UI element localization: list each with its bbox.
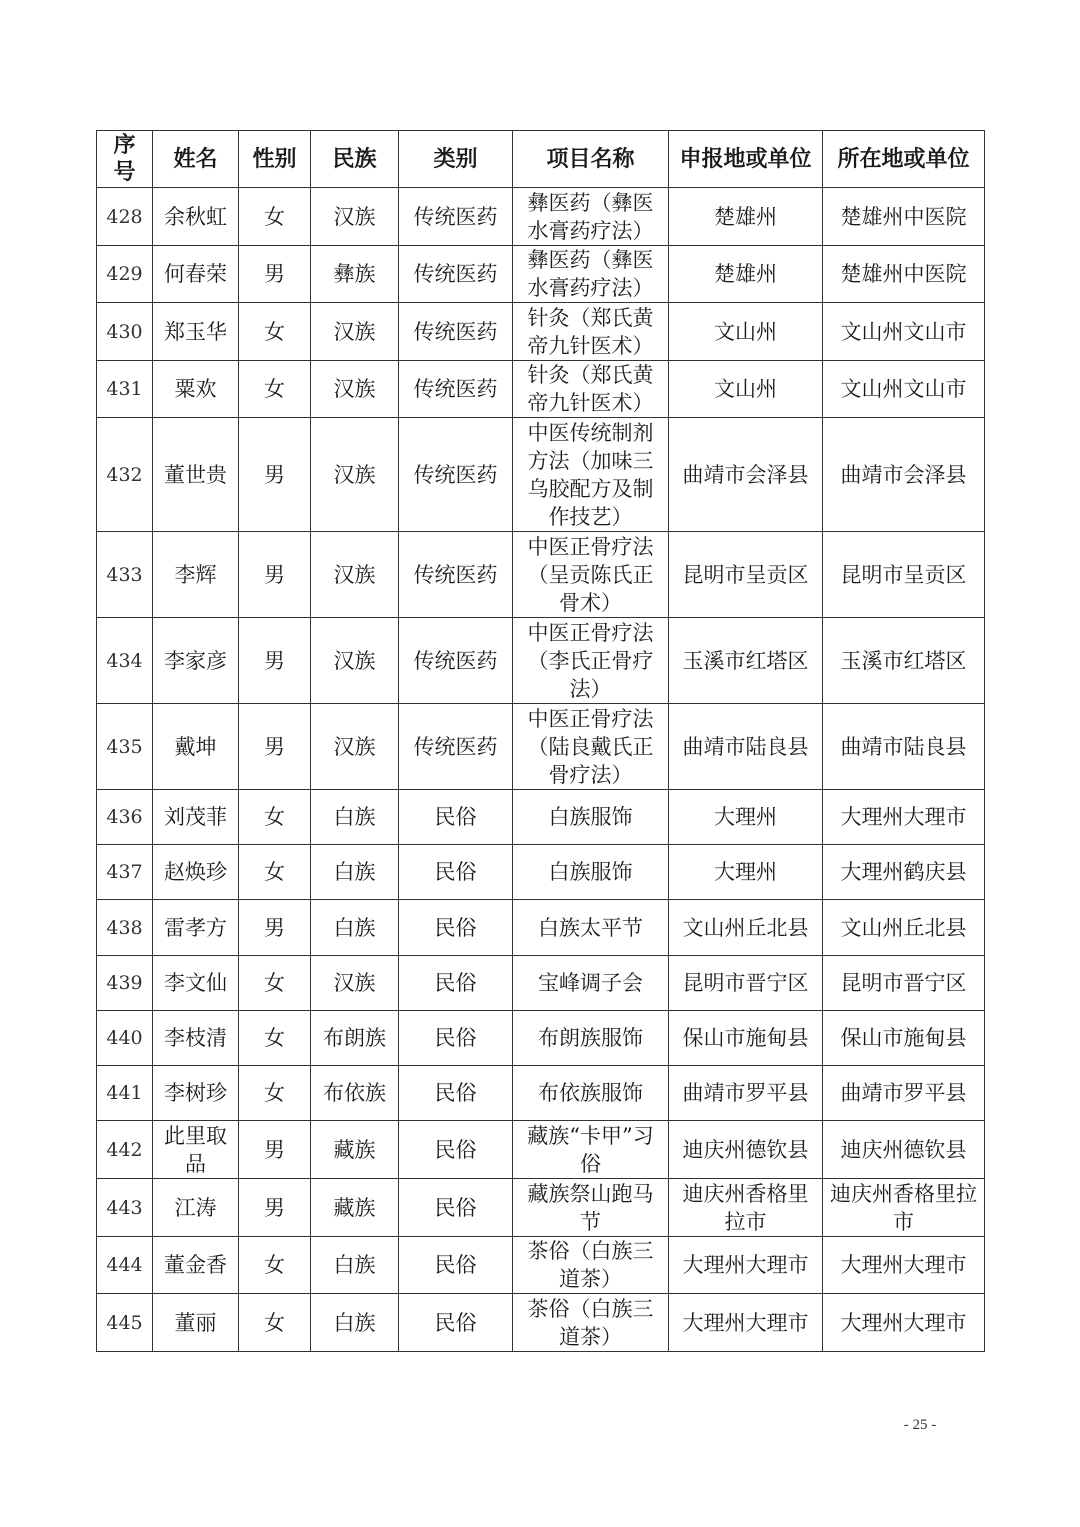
cell-name: 何春荣: [153, 246, 239, 303]
cell-name: 江涛: [153, 1179, 239, 1237]
table-row: [97, 1237, 985, 1294]
cell-project: 中医正骨疗法（李氏正骨疗法）: [513, 618, 669, 704]
cell-project: 中医正骨疗法（呈贡陈氏正骨术）: [513, 532, 669, 618]
cell-ethnicity: 汉族: [311, 532, 399, 618]
cell-seq: 443: [97, 1179, 153, 1237]
cell-seq: 428: [97, 188, 153, 246]
cell-project: 茶俗（白族三道茶）: [513, 1237, 669, 1294]
cell-seq: 440: [97, 1011, 153, 1066]
cell-project: 针灸（郑氏黄帝九针医术）: [513, 361, 669, 418]
cell-name: 雷孝方: [153, 900, 239, 956]
cell-ethnicity: 白族: [311, 900, 399, 956]
cell-category: 传统医药: [399, 704, 513, 790]
table-row: [97, 845, 985, 900]
cell-applicant: 文山州丘北县: [669, 900, 823, 956]
cell-project: 白族服饰: [513, 790, 669, 845]
cell-gender: 女: [239, 790, 311, 845]
cell-location: 大理州大理市: [823, 1237, 985, 1294]
cell-name: 董丽: [153, 1294, 239, 1352]
cell-project: 中医传统制剂方法（加味三乌胶配方及制作技艺）: [513, 418, 669, 532]
cell-applicant: 曲靖市会泽县: [669, 418, 823, 532]
cell-name: 李文仙: [153, 956, 239, 1011]
cell-category: 传统医药: [399, 618, 513, 704]
cell-name: 李家彦: [153, 618, 239, 704]
cell-project: 藏族“卡甲”习俗: [513, 1121, 669, 1179]
cell-name: 李辉: [153, 532, 239, 618]
cell-applicant: 昆明市呈贡区: [669, 532, 823, 618]
table-row: [97, 246, 985, 303]
cell-category: 传统医药: [399, 303, 513, 361]
cell-seq: 436: [97, 790, 153, 845]
table-row: [97, 704, 985, 790]
page-number: - 25 -: [903, 1417, 937, 1433]
table-row: [97, 532, 985, 618]
cell-name: 粟欢: [153, 361, 239, 418]
cell-applicant: 玉溪市红塔区: [669, 618, 823, 704]
table-row: [97, 618, 985, 704]
cell-ethnicity: 汉族: [311, 418, 399, 532]
header-applicant: 申报地或单位: [669, 131, 823, 188]
header-name: 姓名: [153, 131, 239, 188]
cell-project: 布朗族服饰: [513, 1011, 669, 1066]
cell-seq: 433: [97, 532, 153, 618]
cell-name: 李树珍: [153, 1066, 239, 1121]
cell-gender: 男: [239, 900, 311, 956]
cell-applicant: 楚雄州: [669, 188, 823, 246]
cell-gender: 女: [239, 1011, 311, 1066]
table-row: [97, 900, 985, 956]
cell-category: 民俗: [399, 790, 513, 845]
cell-location: 文山州文山市: [823, 303, 985, 361]
cell-project: 白族服饰: [513, 845, 669, 900]
cell-project: 中医正骨疗法（陆良戴氏正骨疗法）: [513, 704, 669, 790]
cell-category: 民俗: [399, 1011, 513, 1066]
cell-applicant: 曲靖市罗平县: [669, 1066, 823, 1121]
cell-gender: 男: [239, 618, 311, 704]
cell-applicant: 大理州: [669, 845, 823, 900]
cell-category: 民俗: [399, 956, 513, 1011]
cell-name: 赵焕珍: [153, 845, 239, 900]
cell-category: 民俗: [399, 1121, 513, 1179]
cell-ethnicity: 汉族: [311, 303, 399, 361]
cell-ethnicity: 汉族: [311, 956, 399, 1011]
cell-location: 楚雄州中医院: [823, 188, 985, 246]
cell-ethnicity: 藏族: [311, 1121, 399, 1179]
cell-location: 文山州文山市: [823, 361, 985, 418]
cell-applicant: 保山市施甸县: [669, 1011, 823, 1066]
cell-applicant: 大理州大理市: [669, 1237, 823, 1294]
cell-gender: 男: [239, 1179, 311, 1237]
cell-ethnicity: 汉族: [311, 704, 399, 790]
cell-seq: 432: [97, 418, 153, 532]
cell-gender: 女: [239, 956, 311, 1011]
cell-ethnicity: 藏族: [311, 1179, 399, 1237]
cell-project: 白族太平节: [513, 900, 669, 956]
cell-category: 民俗: [399, 1066, 513, 1121]
cell-project: 彝医药（彝医水膏药疗法）: [513, 188, 669, 246]
cell-applicant: 文山州: [669, 303, 823, 361]
cell-project: 宝峰调子会: [513, 956, 669, 1011]
cell-name: 戴坤: [153, 704, 239, 790]
cell-project: 藏族祭山跑马节: [513, 1179, 669, 1237]
header-project: 项目名称: [513, 131, 669, 188]
cell-gender: 女: [239, 303, 311, 361]
header-location: 所在地或单位: [823, 131, 985, 188]
cell-seq: 444: [97, 1237, 153, 1294]
cell-location: 昆明市晋宁区: [823, 956, 985, 1011]
cell-seq: 439: [97, 956, 153, 1011]
table-row: [97, 956, 985, 1011]
cell-category: 民俗: [399, 1294, 513, 1352]
cell-category: 传统医药: [399, 361, 513, 418]
table-header-row: [97, 131, 985, 188]
inheritor-table: [96, 130, 985, 1352]
table-row: [97, 361, 985, 418]
cell-seq: 434: [97, 618, 153, 704]
cell-project: 布依族服饰: [513, 1066, 669, 1121]
cell-gender: 女: [239, 1294, 311, 1352]
cell-gender: 男: [239, 1121, 311, 1179]
cell-location: 迪庆州香格里拉市: [823, 1179, 985, 1237]
cell-gender: 女: [239, 188, 311, 246]
cell-applicant: 大理州大理市: [669, 1294, 823, 1352]
header-ethnicity: 民族: [311, 131, 399, 188]
cell-seq: 430: [97, 303, 153, 361]
cell-applicant: 迪庆州德钦县: [669, 1121, 823, 1179]
table-row: [97, 1066, 985, 1121]
cell-seq: 429: [97, 246, 153, 303]
cell-gender: 男: [239, 418, 311, 532]
cell-name: 此里取品: [153, 1121, 239, 1179]
cell-location: 昆明市呈贡区: [823, 532, 985, 618]
cell-ethnicity: 彝族: [311, 246, 399, 303]
table-row: [97, 790, 985, 845]
cell-project: 针灸（郑氏黄帝九针医术）: [513, 303, 669, 361]
cell-ethnicity: 汉族: [311, 618, 399, 704]
cell-location: 曲靖市陆良县: [823, 704, 985, 790]
header-seq: 序号: [97, 131, 153, 188]
cell-seq: 442: [97, 1121, 153, 1179]
cell-seq: 438: [97, 900, 153, 956]
cell-applicant: 曲靖市陆良县: [669, 704, 823, 790]
cell-category: 传统医药: [399, 532, 513, 618]
cell-project: 彝医药（彝医水膏药疗法）: [513, 246, 669, 303]
cell-location: 大理州大理市: [823, 790, 985, 845]
cell-location: 大理州鹤庆县: [823, 845, 985, 900]
cell-applicant: 迪庆州香格里拉市: [669, 1179, 823, 1237]
cell-gender: 女: [239, 845, 311, 900]
cell-ethnicity: 白族: [311, 1237, 399, 1294]
cell-ethnicity: 白族: [311, 790, 399, 845]
cell-category: 传统医药: [399, 418, 513, 532]
table-row: [97, 1011, 985, 1066]
cell-ethnicity: 白族: [311, 845, 399, 900]
cell-ethnicity: 汉族: [311, 188, 399, 246]
cell-location: 楚雄州中医院: [823, 246, 985, 303]
cell-gender: 女: [239, 1066, 311, 1121]
cell-name: 郑玉华: [153, 303, 239, 361]
cell-applicant: 昆明市晋宁区: [669, 956, 823, 1011]
cell-seq: 445: [97, 1294, 153, 1352]
cell-applicant: 楚雄州: [669, 246, 823, 303]
cell-gender: 女: [239, 361, 311, 418]
table-row: [97, 1179, 985, 1237]
cell-seq: 431: [97, 361, 153, 418]
header-category: 类别: [399, 131, 513, 188]
table-row: [97, 303, 985, 361]
cell-ethnicity: 汉族: [311, 361, 399, 418]
table-row: [97, 1121, 985, 1179]
cell-name: 董金香: [153, 1237, 239, 1294]
cell-location: 曲靖市罗平县: [823, 1066, 985, 1121]
cell-seq: 441: [97, 1066, 153, 1121]
cell-gender: 女: [239, 1237, 311, 1294]
cell-category: 民俗: [399, 845, 513, 900]
cell-ethnicity: 布朗族: [311, 1011, 399, 1066]
table-row: [97, 1294, 985, 1352]
cell-location: 迪庆州德钦县: [823, 1121, 985, 1179]
cell-location: 保山市施甸县: [823, 1011, 985, 1066]
cell-name: 余秋虹: [153, 188, 239, 246]
cell-location: 玉溪市红塔区: [823, 618, 985, 704]
cell-location: 文山州丘北县: [823, 900, 985, 956]
cell-category: 传统医药: [399, 246, 513, 303]
cell-category: 民俗: [399, 1179, 513, 1237]
cell-ethnicity: 布依族: [311, 1066, 399, 1121]
cell-name: 刘茂菲: [153, 790, 239, 845]
cell-gender: 男: [239, 532, 311, 618]
cell-seq: 435: [97, 704, 153, 790]
table-row: [97, 418, 985, 532]
cell-category: 民俗: [399, 900, 513, 956]
table-row: [97, 188, 985, 246]
cell-name: 董世贵: [153, 418, 239, 532]
cell-name: 李枝清: [153, 1011, 239, 1066]
cell-applicant: 文山州: [669, 361, 823, 418]
cell-gender: 男: [239, 246, 311, 303]
cell-location: 曲靖市会泽县: [823, 418, 985, 532]
cell-gender: 男: [239, 704, 311, 790]
cell-category: 传统医药: [399, 188, 513, 246]
cell-category: 民俗: [399, 1237, 513, 1294]
cell-location: 大理州大理市: [823, 1294, 985, 1352]
cell-project: 茶俗（白族三道茶）: [513, 1294, 669, 1352]
cell-ethnicity: 白族: [311, 1294, 399, 1352]
cell-applicant: 大理州: [669, 790, 823, 845]
header-gender: 性别: [239, 131, 311, 188]
cell-seq: 437: [97, 845, 153, 900]
